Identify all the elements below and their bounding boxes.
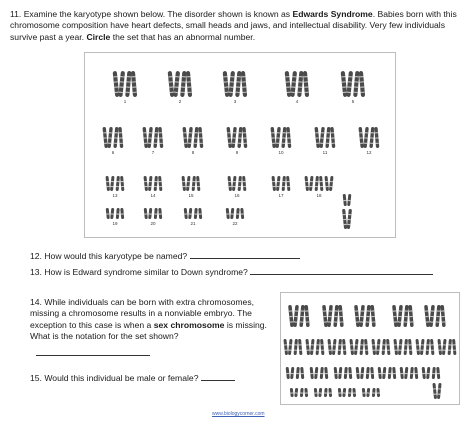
chromosome-label-1: 1 — [123, 99, 127, 104]
chromosome-label-6: 6 — [111, 150, 115, 155]
q11-intro: 11. — [10, 9, 22, 19]
sex-chromosome-x — [342, 209, 352, 229]
chromosome-label-9: 9 — [235, 150, 239, 155]
chromosome-9 — [226, 127, 247, 148]
karyotype-2-figure — [281, 293, 459, 404]
source-link[interactable]: www.biologycorner.com — [212, 411, 265, 417]
k2-chromosome-r2-5 — [371, 339, 390, 355]
chromosome-22 — [226, 208, 245, 219]
q14-sex-chromosome: sex chromosome — [153, 319, 225, 330]
k2-chromosome-r3-6 — [400, 367, 419, 379]
question-12 — [30, 249, 300, 262]
chromosome-label-21: 21 — [190, 221, 196, 226]
k2-sex-chromosome-x — [432, 383, 441, 399]
q11-text-3: the set that has an abnormal number. — [110, 31, 256, 42]
k2-chromosome-r2-4 — [349, 339, 368, 355]
q13-text: 13. How is Edward syndrome similar to Down syndrome? — [30, 267, 248, 277]
chromosome-label-16: 16 — [234, 193, 240, 198]
k2-chromosome-r3-2 — [310, 367, 329, 379]
q14-text-1: 14. While individuals can be born with extra chromosomes, missing a chromosome results in a nonviable embryo. The exception to this case is when a — [30, 297, 255, 330]
q12-text: 12. How would this karyotype be named? — [30, 251, 188, 261]
k2-chromosome-r2-7 — [415, 339, 434, 355]
chromosome-1 — [113, 71, 138, 97]
q13-answer-blank[interactable] — [250, 265, 433, 275]
k2-chromosome-r1-5 — [424, 305, 446, 327]
monosomy-karyotype-image — [280, 292, 460, 405]
q11-circle-keyword: Circle — [86, 31, 111, 42]
chromosome-label-12: 12 — [366, 150, 372, 155]
question-13 — [30, 265, 433, 278]
chromosome-label-17: 17 — [278, 193, 284, 198]
chromosome-label-4: 4 — [295, 99, 299, 104]
chromosome-20 — [144, 208, 163, 219]
k2-chromosome-r2-8 — [437, 339, 456, 355]
question-14 — [30, 297, 278, 343]
chromosome-label-13: 13 — [112, 193, 118, 198]
chromosome-14 — [143, 176, 162, 191]
k2-chromosome-r1-4 — [392, 305, 414, 327]
chromosome-19 — [106, 208, 125, 219]
chromosome-label-18: 18 — [316, 193, 322, 198]
k2-chromosome-r4-2 — [314, 388, 332, 397]
chromosome-label-3: 3 — [233, 99, 237, 104]
k2-chromosome-r2-1 — [283, 339, 302, 355]
karyotype-1-figure — [85, 53, 395, 237]
sex-chromosome-y — [343, 194, 352, 206]
chromosome-2 — [168, 71, 193, 97]
q11-text-1: Examine the karyotype shown below. The disorder shown is known as — [21, 9, 293, 19]
chromosome-label-7: 7 — [151, 150, 155, 155]
k2-chromosome-r2-2 — [305, 339, 324, 355]
chromosome-16 — [227, 176, 246, 191]
k2-chromosome-r2-3 — [327, 339, 346, 355]
chromosome-12 — [358, 127, 379, 148]
q15-answer-blank[interactable] — [201, 371, 235, 381]
k2-chromosome-r1-1 — [288, 305, 310, 327]
q14-text-2: is missing. What is the notation for the set shown? — [30, 319, 267, 342]
q12-answer-blank[interactable] — [190, 249, 300, 259]
k2-chromosome-r4-1 — [290, 388, 308, 397]
k2-chromosome-r4-4 — [362, 388, 380, 397]
chromosome-21 — [184, 208, 203, 219]
chromosome-label-19: 19 — [112, 221, 118, 226]
chromosome-5 — [341, 71, 366, 97]
q15-text: 15. Would this individual be male or female? — [30, 373, 199, 383]
chromosome-label-8: 8 — [191, 150, 195, 155]
chromosome-label-14: 14 — [150, 193, 156, 198]
k2-chromosome-r3-3 — [334, 367, 353, 379]
question-11 — [10, 9, 468, 43]
chromosome-label-20: 20 — [150, 221, 156, 226]
chromosome-label-10: 10 — [278, 150, 284, 155]
chromosome-13 — [105, 176, 124, 191]
q11-syndrome-name: Edwards Syndrome — [292, 9, 373, 19]
q14-answer-blank[interactable] — [36, 355, 150, 356]
chromosome-11 — [314, 127, 335, 148]
chromosome-6 — [102, 127, 123, 148]
chromosome-15 — [181, 176, 200, 191]
chromosome-3 — [223, 71, 248, 97]
chromosome-8 — [182, 127, 203, 148]
chromosome-7 — [142, 127, 163, 148]
k2-chromosome-r1-2 — [322, 305, 344, 327]
chromosome-label-2: 2 — [178, 99, 182, 104]
chromosome-label-5: 5 — [351, 99, 355, 104]
k2-chromosome-r2-6 — [393, 339, 412, 355]
chromosome-label-15: 15 — [188, 193, 194, 198]
chromosome-10 — [270, 127, 291, 148]
chromosome-label-22: 22 — [232, 221, 238, 226]
k2-chromosome-r4-3 — [338, 388, 356, 397]
k2-chromosome-r3-7 — [422, 367, 441, 379]
chromosome-label-11: 11 — [322, 150, 328, 155]
chromosome-4 — [285, 71, 310, 97]
k2-chromosome-r1-3 — [354, 305, 376, 327]
k2-chromosome-r3-5 — [378, 367, 397, 379]
chromosome-18 — [304, 176, 333, 191]
k2-chromosome-r3-4 — [356, 367, 375, 379]
chromosome-17 — [271, 176, 290, 191]
q11-text-2: . Babies born with this chromosome composition have heart defects, small heads and jaws, and intellectual disability. Very few individuals survive past a year. — [10, 9, 457, 42]
question-15 — [30, 371, 235, 384]
k2-chromosome-r3-1 — [286, 367, 305, 379]
edwards-karyotype-image — [84, 52, 396, 238]
